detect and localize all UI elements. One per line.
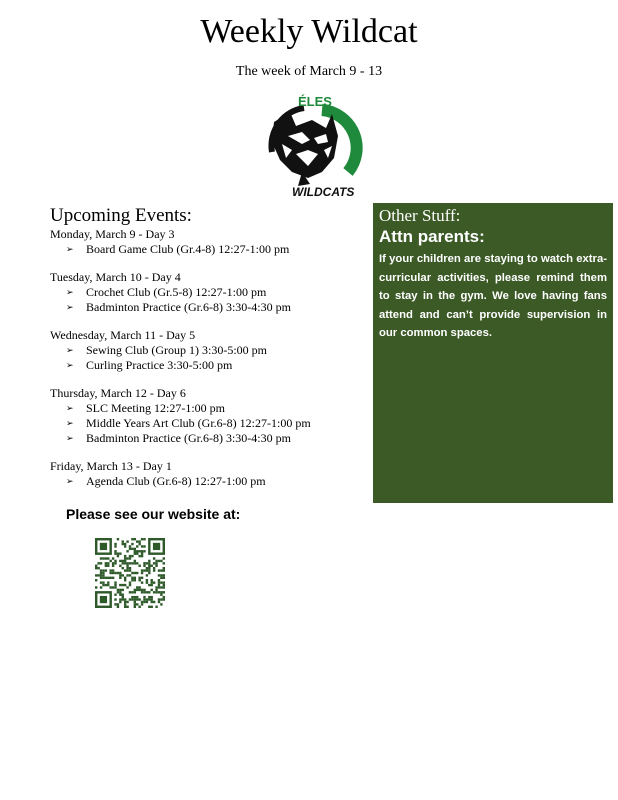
page-title: Weekly Wildcat (200, 13, 418, 50)
event-day (50, 328, 370, 373)
event-item-text: Board Game Club (Gr.4-8) 12:27-1:00 pm (86, 242, 290, 256)
event-item (50, 431, 370, 446)
event-item-text: Agenda Club (Gr.6-8) 12:27-1:00 pm (86, 474, 266, 488)
sidebar-subheading: Attn parents: (379, 227, 485, 246)
event-item (50, 343, 370, 358)
other-stuff-panel (373, 203, 613, 503)
bullet-arrow-icon: ➢ (66, 476, 74, 486)
bullet-arrow-icon: ➢ (66, 287, 74, 297)
event-item-text: Sewing Club (Group 1) 3:30-5:00 pm (86, 343, 267, 357)
bullet-arrow-icon: ➢ (66, 433, 74, 443)
event-item-text: SLC Meeting 12:27-1:00 pm (86, 401, 225, 415)
svg-text:WILDCATS: WILDCATS (292, 185, 355, 199)
event-day (50, 459, 370, 489)
bullet-arrow-icon: ➢ (66, 360, 74, 370)
events-heading: Upcoming Events: (50, 205, 192, 226)
event-day (50, 386, 370, 446)
website-label: Please see our website at: (66, 506, 241, 522)
wildcats-logo (252, 92, 370, 202)
bullet-arrow-icon: ➢ (66, 418, 74, 428)
event-item (50, 474, 370, 489)
upcoming-events (50, 205, 370, 502)
sidebar-body-text: If your children are staying to watch extra-curricular activities, please remind them to stay in the gym. We love having fans attend and can’t provide supervision in our common spaces. (379, 253, 607, 339)
event-item-text: Crochet Club (Gr.5-8) 12:27-1:00 pm (86, 285, 267, 299)
event-item (50, 285, 370, 300)
event-day-title: Tuesday, March 10 - Day 4 (50, 270, 181, 284)
event-item (50, 358, 370, 373)
event-day (50, 270, 370, 315)
sidebar-heading: Other Stuff: (379, 206, 461, 225)
event-day-title: Wednesday, March 11 - Day 5 (50, 328, 196, 342)
event-item-text: Badminton Practice (Gr.6-8) 3:30-4:30 pm (86, 431, 291, 445)
qr-code-icon (95, 538, 165, 608)
bullet-arrow-icon: ➢ (66, 244, 74, 254)
event-item (50, 300, 370, 315)
svg-text:ÉLES: ÉLES (298, 94, 332, 109)
week-subtitle: The week of March 9 - 13 (235, 64, 383, 79)
bullet-arrow-icon: ➢ (66, 345, 74, 355)
wildcat-logo-icon (252, 92, 370, 202)
event-day (50, 227, 370, 257)
event-day-title: Friday, March 13 - Day 1 (50, 459, 172, 473)
event-item-text: Middle Years Art Club (Gr.6-8) 12:27-1:00 pm (86, 416, 311, 430)
event-day-title: Monday, March 9 - Day 3 (50, 227, 175, 241)
event-day-title: Thursday, March 12 - Day 6 (50, 386, 186, 400)
event-item (50, 242, 370, 257)
bullet-arrow-icon: ➢ (66, 302, 74, 312)
event-item-text: Badminton Practice (Gr.6-8) 3:30-4:30 pm (86, 300, 291, 314)
website-qr-code[interactable] (95, 538, 165, 608)
event-item-text: Curling Practice 3:30-5:00 pm (86, 358, 233, 372)
event-item (50, 401, 370, 416)
bullet-arrow-icon: ➢ (66, 403, 74, 413)
event-item (50, 416, 370, 431)
